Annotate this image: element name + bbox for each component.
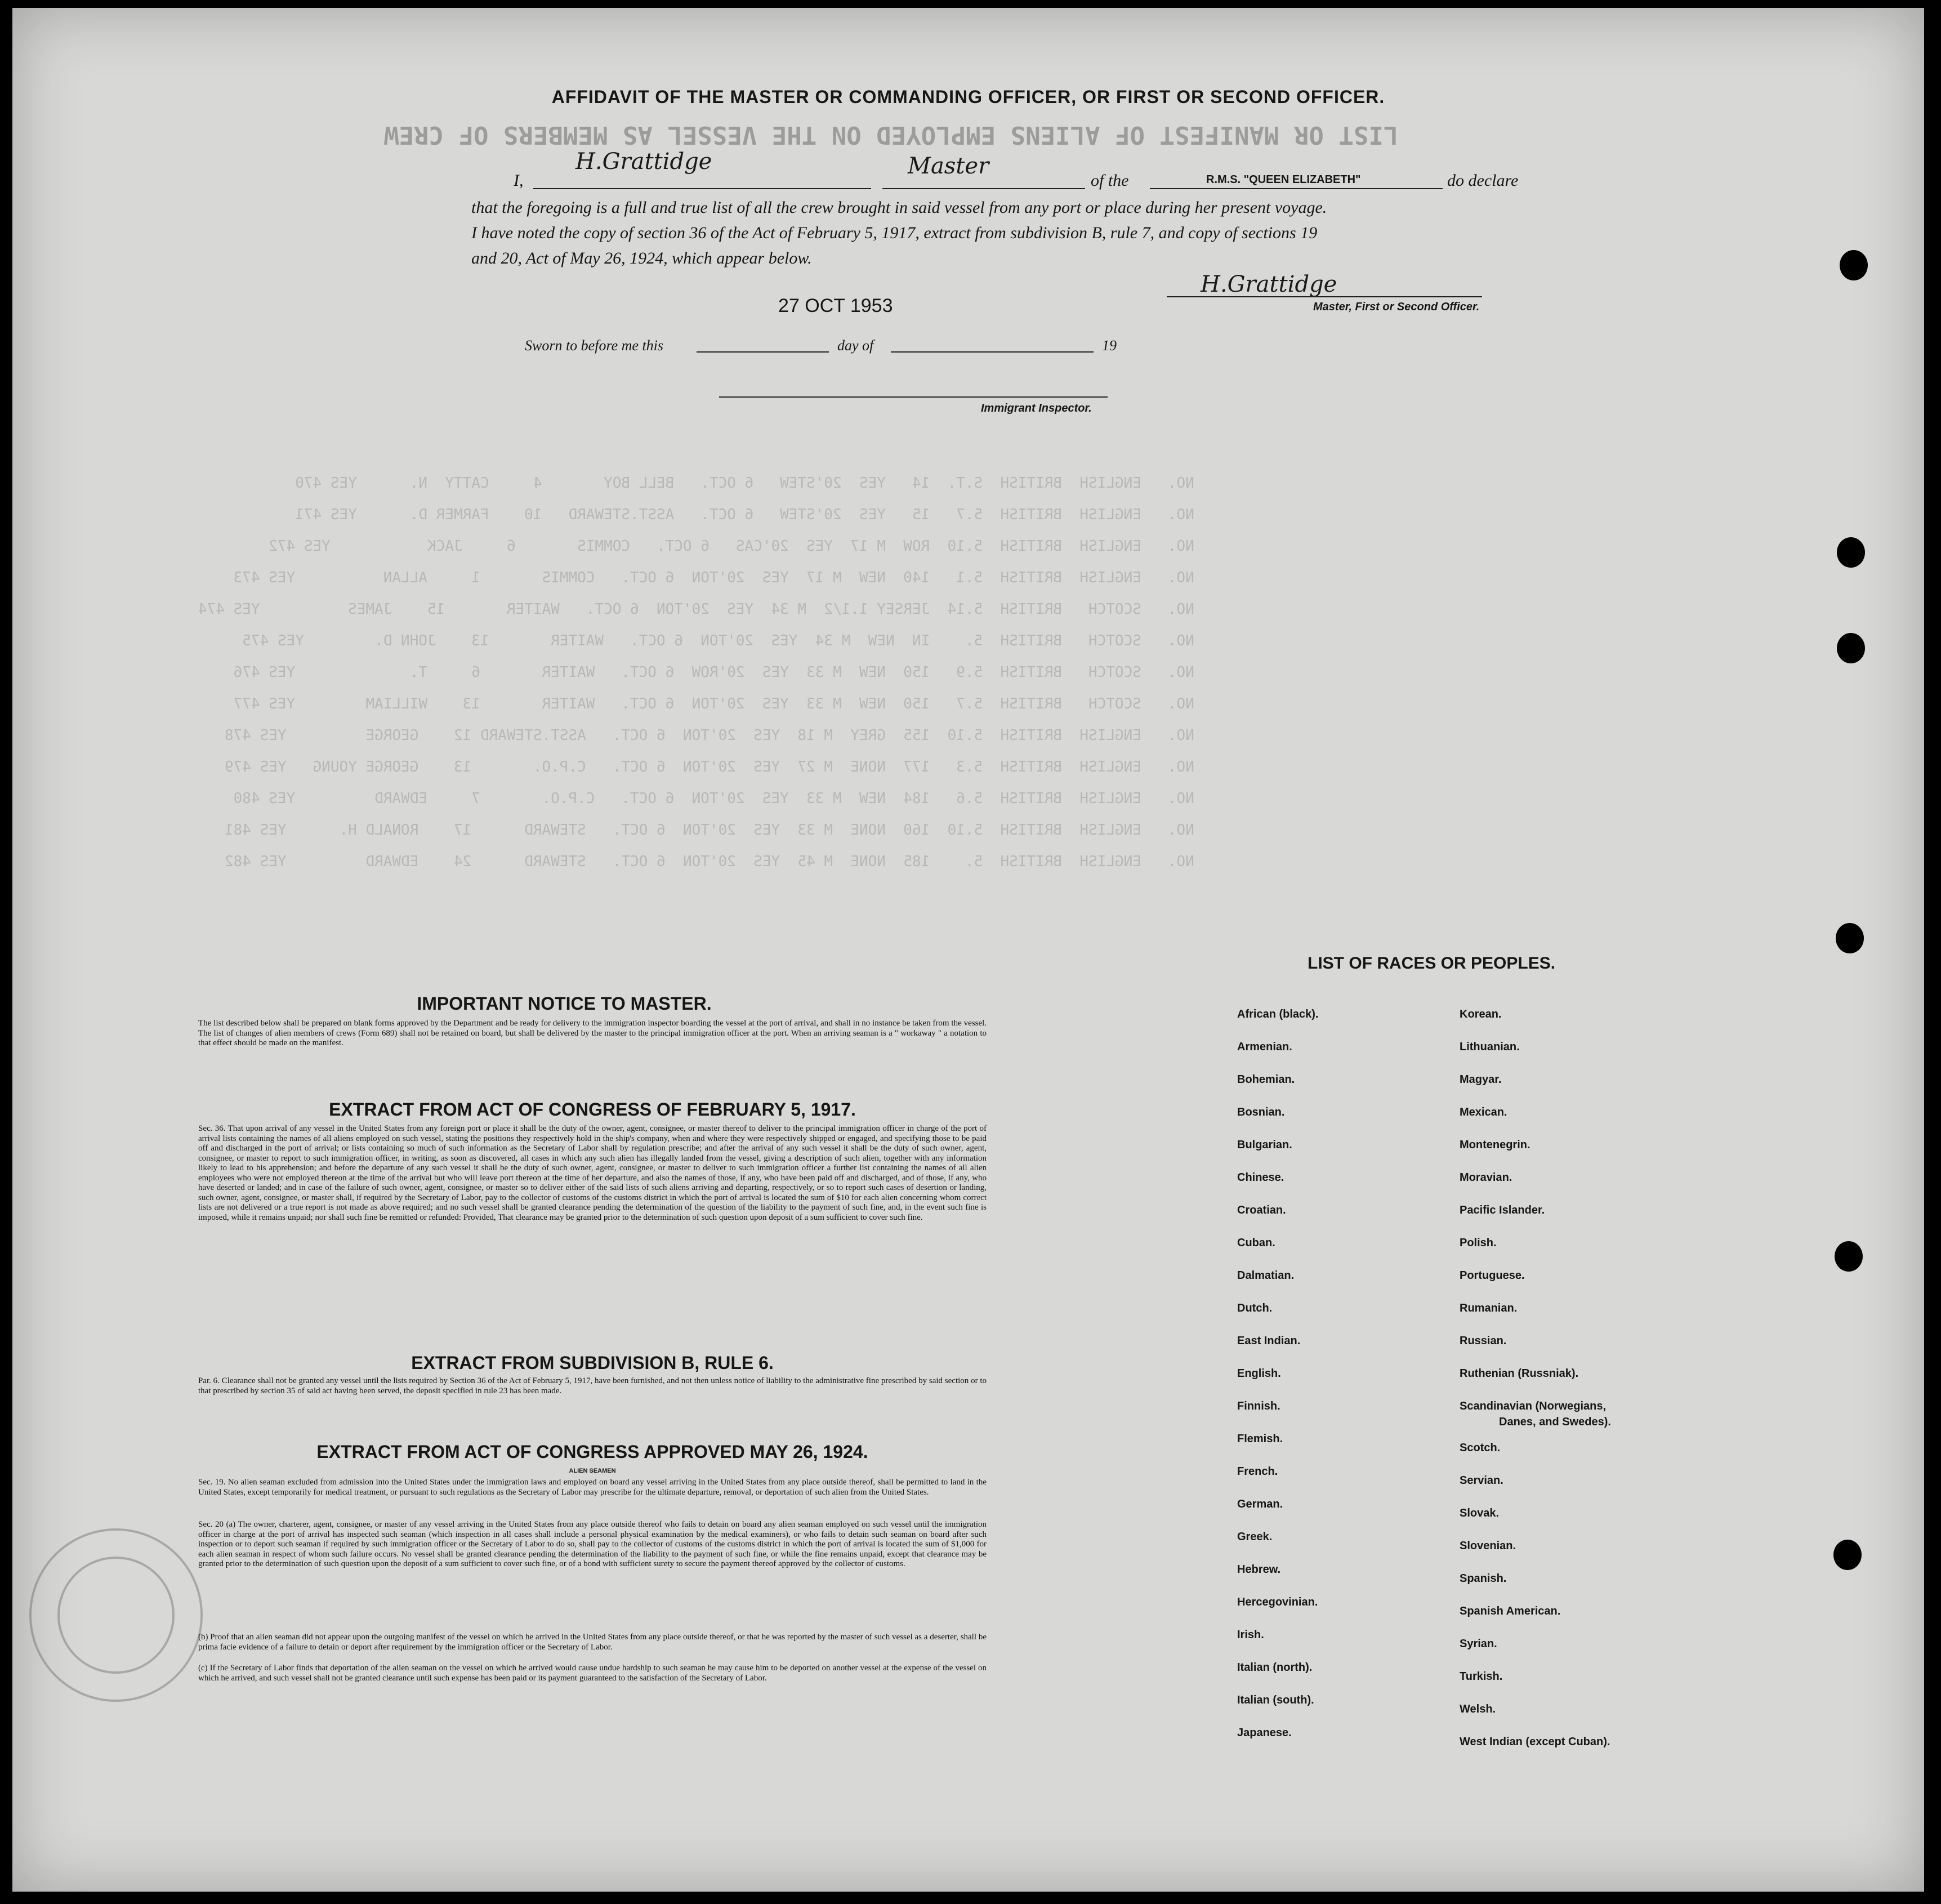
race-right-item: Montenegrin.: [1460, 1139, 1531, 1151]
alien-seamen-subheading: ALIEN SEAMEN: [569, 1468, 616, 1474]
signer-title: Master: [908, 153, 989, 179]
race-left-item: Finnish.: [1237, 1400, 1280, 1412]
race-right-item: Lithuanian.: [1460, 1041, 1520, 1053]
race-right-item: Polish.: [1460, 1237, 1497, 1249]
race-left-item: Croatian.: [1237, 1204, 1286, 1216]
race-left-item: Armenian.: [1237, 1041, 1292, 1053]
race-right-item: Portuguese.: [1460, 1269, 1525, 1282]
document-page: [12, 8, 1924, 1892]
bleed-through-rows: NO. ENGLISH BRITISH S.T. 14 YES 20'STEW 6 OCT. BELL BOY 4 CATTY N. YES 470 NO. ENGLISH BRITISH 5.7 15 YES 20'STEW 6 OCT. ASST.STEWARD 10 FARMER D. YES 471 NO. ENGLISH BRITISH 5.10 ROW M 17 YES 20'CAS 6 OCT. COMMIS 6 JACK YES 472 NO. ENGLISH BRITISH 5.1 140 NEW M 17 YES 20'TON 6 OCT. COMMIS 1 ALLAN YES 473 NO. SCOTCH BRITISH 5.14 JERSEY 1.1/2 M 34 YES 20'TON 6 OCT. WAITER 15 JAMES YES 474 NO. SCOTCH BRITISH 5. IN NEW M 34 YES 20'TON 6 OCT. WAITER 13 JOHN D. YES 475 NO. SCOTCH BRITISH 5.9 150 NEW M 33 YES 20'ROW 6 OCT. WAITER 6 T. YES 476 NO. SCOTCH BRITISH 5.7 150 NEW M 33 YES 20'TON 6 OCT. WAITER 13 WILLIAM YES 477 NO. ENGLISH BRITISH 5.10 155 GREY M 18 YES 20'TON 6 OCT. ASST.STEWARD 12 GEORGE YES 478 NO. ENGLISH BRITISH 5.3 177 NONE M 27 YES 20'TON 6 OCT. C.P.O. 13 GEORGE YOUNG YES 479 NO. ENGLISH BRITISH 5.6 184 NEW M 33 YES 20'TON 6 OCT. C.P.O. 7 EDWARD YES 480 NO. ENGLISH BRITISH 5.10 160 NONE M 33 YES 20'TON 6 OCT. STEWARD 17 RONALD H. YES 481 NO. ENGLISH BRITISH 5. 185 NONE M 45 YES 20'TON 6 OCT. STEWARD 24 EDWARD YES 482: [198, 475, 1194, 870]
race-left-item: German.: [1237, 1498, 1283, 1510]
inspector-caption: Immigrant Inspector.: [981, 402, 1092, 414]
race-right-item: Danes, and Swedes).: [1499, 1416, 1611, 1428]
affidavit-line2: that the foregoing is a full and true list of all the crew brought in said vessel from any port or place during her present voyage.: [471, 198, 1327, 217]
race-right-item: Magyar.: [1460, 1073, 1502, 1086]
race-right-item: Scotch.: [1460, 1442, 1501, 1454]
race-left-item: Italian (north).: [1237, 1661, 1313, 1674]
race-left-item: Japanese.: [1237, 1727, 1292, 1739]
sworn-day-line: [697, 351, 829, 353]
race-left-item: Bohemian.: [1237, 1073, 1295, 1086]
race-left-item: African (black).: [1237, 1008, 1319, 1020]
race-left-item: Italian (south).: [1237, 1694, 1314, 1706]
affidavit-line3: I have noted the copy of section 36 of the Act of February 5, 1917, extract from subdivision B, rule 7, and copy of sections 19: [471, 224, 1318, 242]
signature-line: [1167, 296, 1482, 297]
punch-hole: [1836, 923, 1864, 953]
race-left-item: Greek.: [1237, 1531, 1273, 1543]
race-left-item: East Indian.: [1237, 1335, 1301, 1347]
race-right-item: Slovenian.: [1460, 1540, 1516, 1552]
race-left-item: English.: [1237, 1367, 1281, 1380]
race-right-item: Turkish.: [1460, 1670, 1503, 1683]
vessel-name: R.M.S. "QUEEN ELIZABETH": [1206, 173, 1361, 186]
day-of-label: day of: [837, 337, 874, 354]
embossed-seal-inner: [57, 1557, 175, 1674]
race-left-item: Flemish.: [1237, 1433, 1283, 1445]
race-right-item: Spanish.: [1460, 1572, 1507, 1585]
race-right-item: Moravian.: [1460, 1171, 1512, 1184]
inspector-line: [719, 396, 1108, 398]
race-right-item: West Indian (except Cuban).: [1460, 1736, 1610, 1748]
punch-hole: [1837, 537, 1865, 568]
extract-1917-text: Sec. 36. That upon arrival of any vessel in the United States from any foreign port or place it shall be the duty of the owner, agent, consignee, or master thereof to deliver to the principal immigration officer in charge of the port of arrival lists containing the names of all aliens employed on such vessel, stating the positions they respectively hold in the ship's company, when and where they were respectively shipped or engaged, and specifying those to be paid off and discharged in the port of arrival; or lists containing so much of such information as the Secretary of Labor shall by regulation prescribe; and after the arrival of any such vessel it shall be the duty of such owner, agent, consignee, or master to report to such immigration officer, in writing, as soon as discovered, all cases in which any such alien has illegally landed from the vessel, giving a description of such alien, together with any information likely to lead to his apprehension; and before the departure of any such vessel it shall be the duty of such owner, agent, consignee, or master to deliver to such immigration officer a further list containing the names of all alien employees who were not employed thereon at the time of the arrival but who will leave port thereon at the time of her departure, and also the names of those, if any, who have been paid off and discharged, and of those, if any, who have deserted or landed; and in case of the failure of such owner, agent, consignee, or master so to deliver either of the said lists of such aliens arriving and departing, respectively, or so to report such cases of desertion or landing, such owner, agent, consignee, or master shall, if required by the Secretary of Labor, pay to the collector of customs of the customs district in which the port of arrival is located the sum of $10 for each alien concerning whom correct lists are not delivered or a true report is not made as above required; and no such vessel shall be granted clearance pending the determination of the question of the liability to the payment of such fine, and, in the event such fine is imposed, while it remains unpaid; nor shall such fine be remitted or refunded: Provided, That clearance may be granted prior to the determination of such question upon deposit of a sum sufficient to cover such fine.: [198, 1124, 987, 1222]
bleed-through-title: LIST OR MANIFEST OF ALIENS EMPLOYED ON THE VESSEL AS MEMBERS OF CREW: [384, 121, 1399, 149]
sec19-text: Sec. 19. No alien seaman excluded from admission into the United States under the immigration laws and employed on board any vessel arriving in the United States from any place outside thereof, shall be permitted to land in the United States, except temporarily for medical treatment, or pursuant to such regulations as the Secretary of Labor may prescribe for the ultimate departure, removal, or deportation of such alien from the United States.: [198, 1478, 987, 1497]
extract-1924-heading: EXTRACT FROM ACT OF CONGRESS APPROVED MAY 26, 1924.: [316, 1442, 868, 1462]
race-right-item: Servian.: [1460, 1474, 1503, 1487]
notice-heading: IMPORTANT NOTICE TO MASTER.: [417, 993, 712, 1014]
race-left-item: Cuban.: [1237, 1237, 1275, 1249]
year-prefix: 19: [1102, 337, 1117, 354]
notice-text: The list described below shall be prepared on blank forms approved by the Department and be ready for delivery to the immigration inspector boarding the vessel at the port of arrival, and shall in no instance be taken from the vessel. The list of changes of alien members of crews (Form 689) shall not be retained on board, but shall be delivered by the master to the principal immigration officer at the port. When an arriving seaman is a " workaway " a notation to that effect should be made on the manifest.: [198, 1019, 987, 1047]
race-right-item: Rumanian.: [1460, 1302, 1518, 1314]
races-heading: LIST OF RACES OR PEOPLES.: [1308, 954, 1556, 973]
race-right-item: Ruthenian (Russniak).: [1460, 1367, 1579, 1380]
punch-hole: [1835, 1241, 1863, 1272]
race-right-item: Mexican.: [1460, 1106, 1507, 1118]
race-left-item: Bosnian.: [1237, 1106, 1285, 1118]
race-right-item: Pacific Islander.: [1460, 1204, 1545, 1216]
race-right-item: Syrian.: [1460, 1638, 1497, 1650]
rule6-text: Par. 6. Clearance shall not be granted any vessel until the lists required by Section 36 of the Act of February 5, 1917, have been furnished, and not then unless notice of liability to the administrative fine prescribed by said section or to that prescribed by section 35 of said act having been served, the deposit specified in rule 23 has been made.: [198, 1376, 987, 1395]
sec20a-text: Sec. 20 (a) The owner, charterer, agent, consignee, or master of any vessel arriving in the United States from any place outside thereof who fails to detain on board any alien seaman employed on such vessel until the immigration officer in charge at the port of arrival has inspected such seaman (which inspection in all cases shall include a personal physical examination by the medical examiners), or who fails to detain such seaman on board after such inspection or to deport such seaman if required by such immigration officer or the Secretary of Labor to do so, shall pay to the collector of customs of the customs district in which the port of arrival is located the sum of $1,000 for each alien seaman in respect of whom such failure occurs. No vessel shall be granted clearance pending the determination of the liability to the payment of such fine, or while the fine remains unpaid, except that clearance may be granted prior to the determination of such question upon the deposit of a sum sufficient to cover such fine, or of a bond with sufficient surety to secure the payment thereof approved by the collector of customs.: [198, 1520, 987, 1568]
sec20c-text: (c) If the Secretary of Labor finds that deportation of the alien seaman on the vessel on which he arrived would cause undue hardship to such seaman he may cause him to be deported on another vessel at the expense of the vessel on which he arrived, and such vessel shall not be granted clearance until such expense has been paid or its payment guaranteed to the satisfaction of the Secretary of Labor.: [198, 1664, 987, 1683]
punch-hole: [1833, 1540, 1862, 1570]
punch-hole: [1837, 633, 1865, 663]
name-line: [533, 188, 871, 189]
race-left-item: Chinese.: [1237, 1171, 1284, 1184]
race-left-item: Irish.: [1237, 1629, 1264, 1641]
affidavit-line1-prefix: I,: [514, 171, 524, 190]
affidavit-title: AFFIDAVIT OF THE MASTER OR COMMANDING OFFICER, OR FIRST OR SECOND OFFICER.: [551, 87, 1385, 107]
rule6-heading: EXTRACT FROM SUBDIVISION B, RULE 6.: [411, 1353, 774, 1373]
master-signature: H.Grattidge: [1201, 271, 1337, 297]
of-the-label: of the: [1091, 171, 1129, 190]
race-right-item: Scandinavian (Norwegians,: [1460, 1400, 1607, 1412]
race-left-item: Dutch.: [1237, 1302, 1273, 1314]
race-right-item: Korean.: [1460, 1008, 1502, 1020]
race-left-item: Hercegovinian.: [1237, 1596, 1318, 1608]
race-right-item: Slovak.: [1460, 1507, 1500, 1519]
title-line: [882, 188, 1085, 189]
do-declare-label: do declare: [1447, 171, 1519, 190]
signature-caption: Master, First or Second Officer.: [1313, 301, 1480, 313]
race-left-item: Dalmatian.: [1237, 1269, 1295, 1282]
vessel-line: [1150, 188, 1443, 189]
race-right-item: Welsh.: [1460, 1703, 1496, 1715]
signer-name: H.Grattidge: [575, 149, 712, 175]
sworn-month-line: [891, 351, 1094, 353]
affidavit-line4: and 20, Act of May 26, 1924, which appear below.: [471, 249, 812, 267]
race-left-item: Hebrew.: [1237, 1563, 1281, 1576]
extract-1917-heading: EXTRACT FROM ACT OF CONGRESS OF FEBRUARY 5, 1917.: [329, 1099, 856, 1120]
sec20b-text: (b) Proof that an alien seaman did not appear upon the outgoing manifest of the vessel on which he arrived in the United States from any place outside thereof, or that he was reported by the master of such vessel as a deserter, shall be prima facie evidence of a failure to detain or deport after requirement by the immigration officer or the Secretary of Labor.: [198, 1633, 987, 1652]
date-stamp: 27 OCT 1953: [778, 295, 893, 316]
race-right-item: Spanish American.: [1460, 1605, 1561, 1617]
punch-hole: [1840, 250, 1868, 280]
race-left-item: Bulgarian.: [1237, 1139, 1292, 1151]
race-left-item: French.: [1237, 1465, 1278, 1478]
race-right-item: Russian.: [1460, 1335, 1507, 1347]
sworn-label: Sworn to before me this: [525, 337, 664, 354]
